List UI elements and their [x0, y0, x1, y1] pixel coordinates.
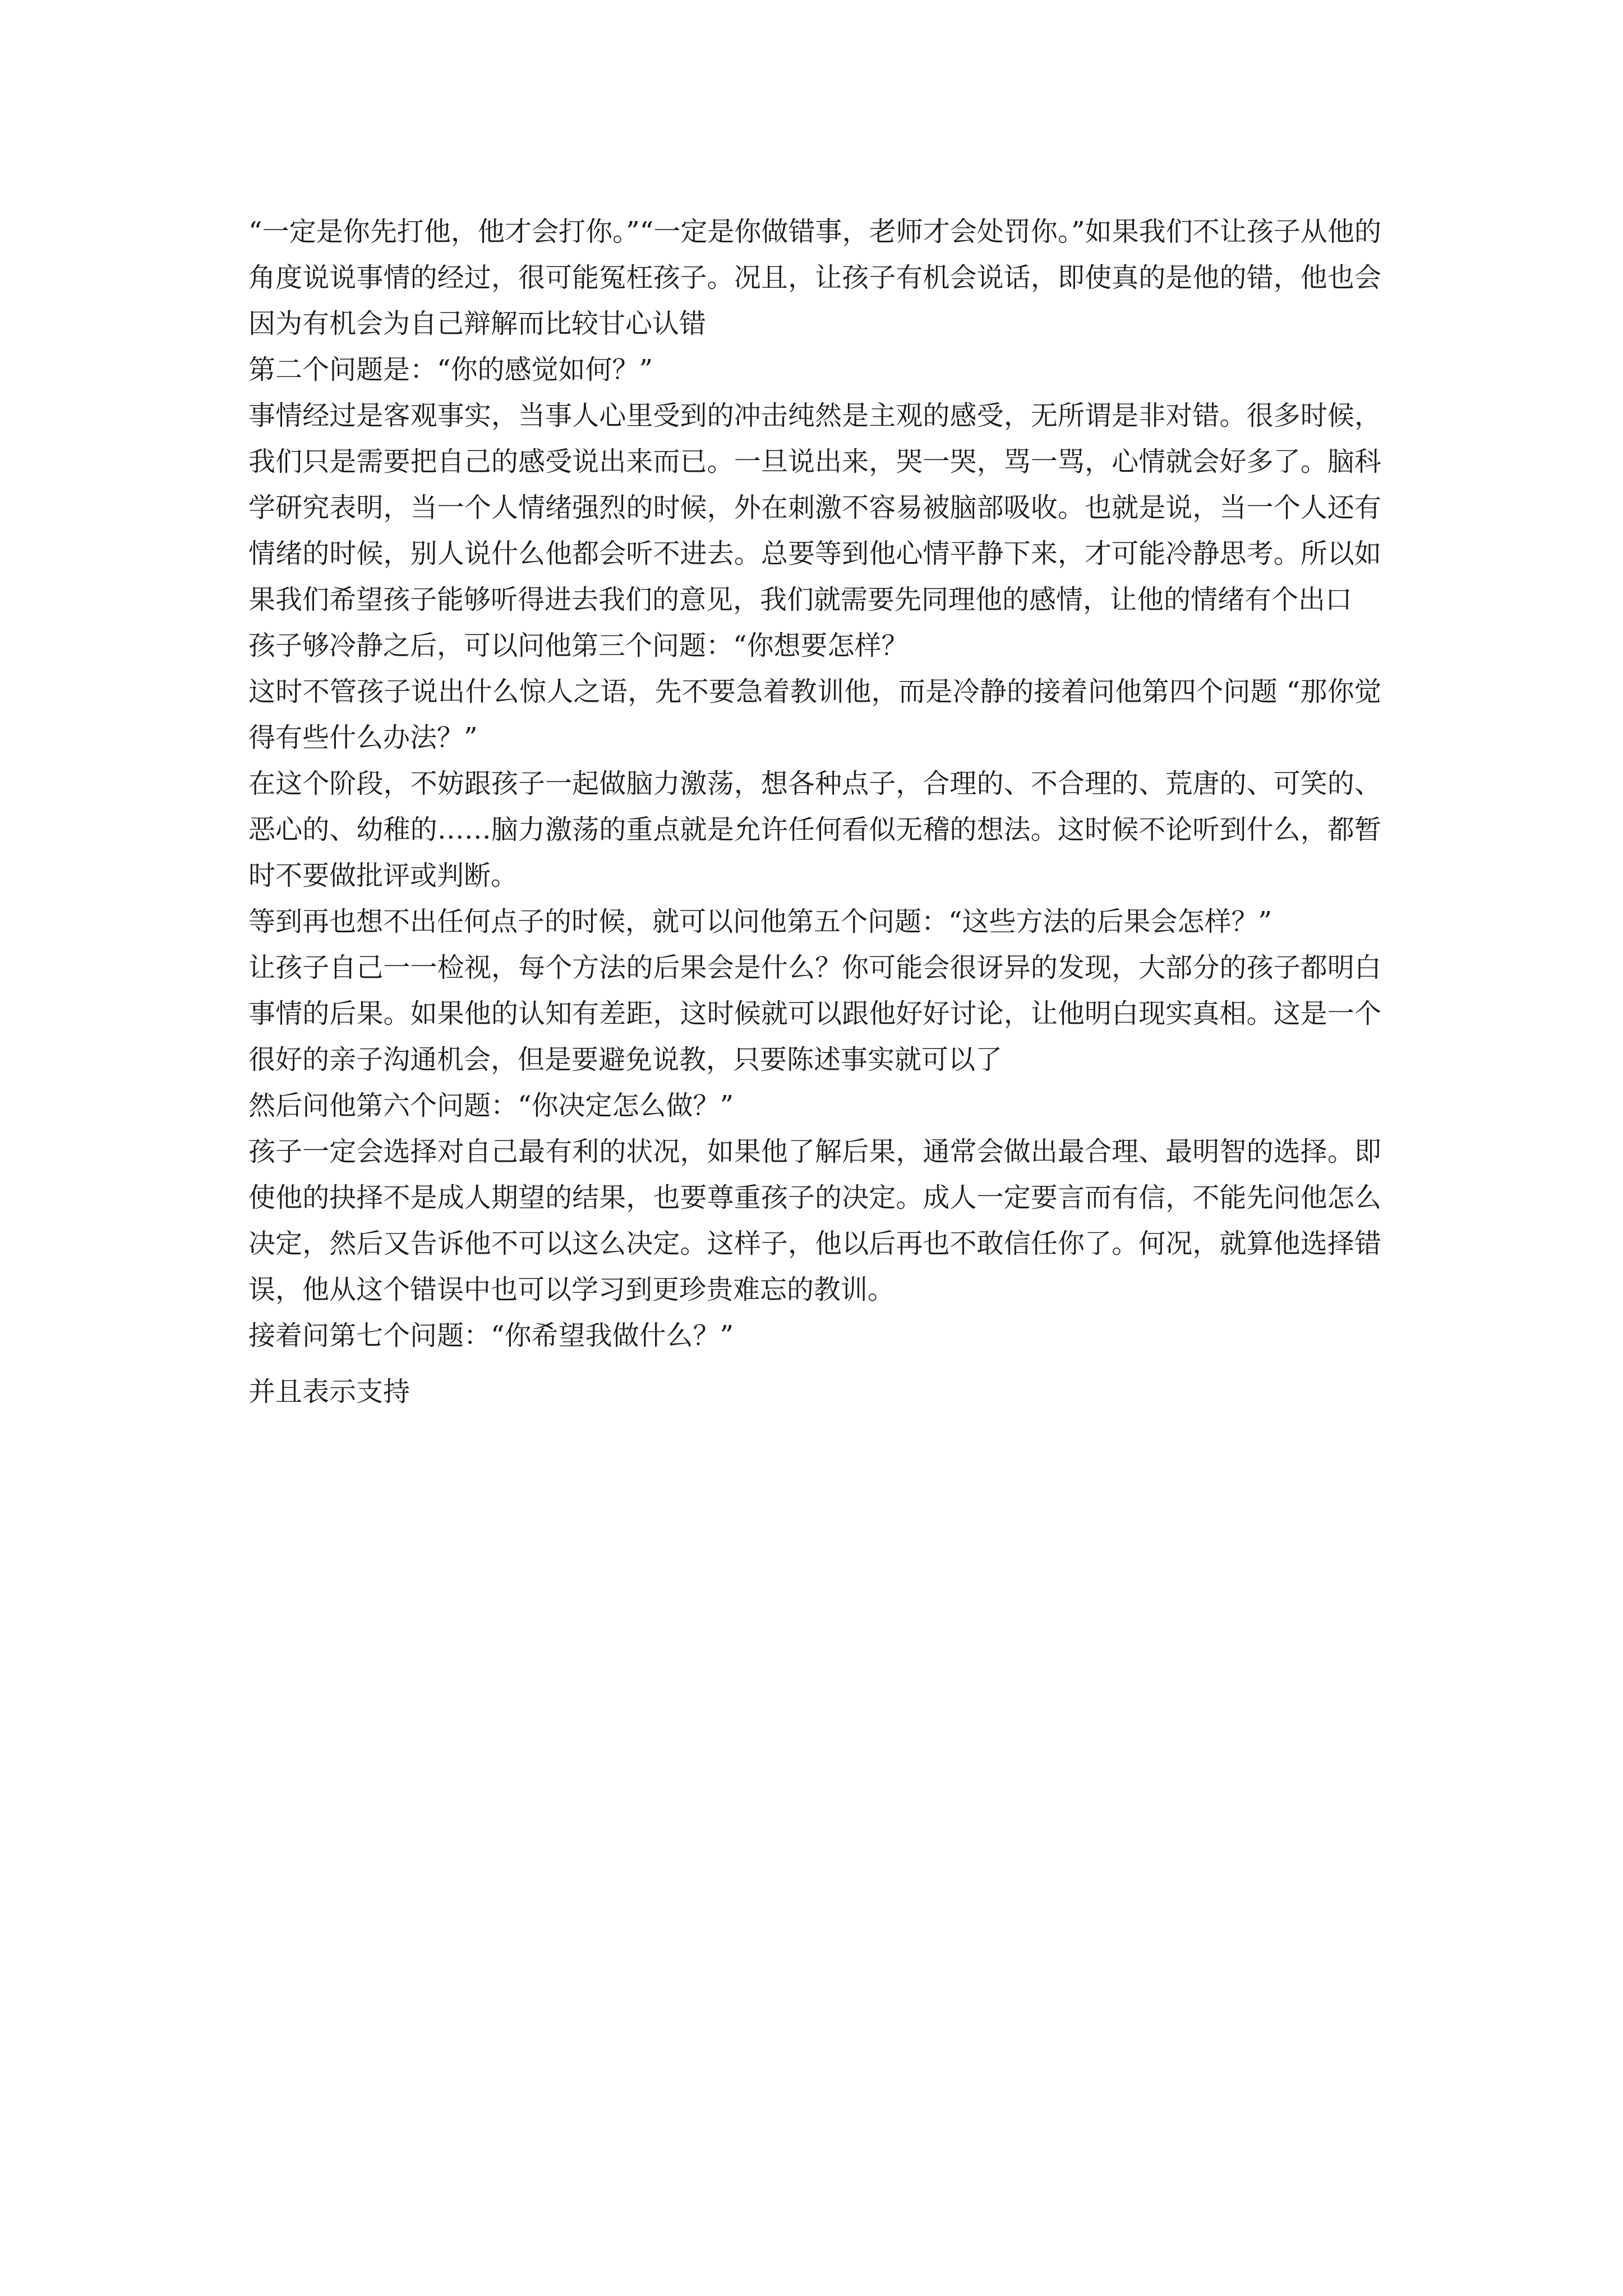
document-body — [248, 209, 1381, 1415]
paragraph-3: 这时不管孩子说出什么惊人之语，先不要急着教训他，而是冷静的接着问他第四个问题 “那你觉得有些什么办法？” — [248, 676, 1381, 753]
question-7-heading: 接着问第七个问题：“你希望我做什么？” — [248, 1320, 734, 1351]
question-3-heading: 孩子够冷静之后，可以问他第三个问题：“你想要怎样？ — [248, 630, 909, 661]
paragraph-6: 孩子一定会选择对自己最有利的状况，如果他了解后果，通常会做出最合理、最明智的选择。即使他的抉择不是成人期望的结果，也要尊重孩子的决定。成人一定要言而有信，不能先问他怎么决定，然后又告诉他不可以这么决定。这样子，他以后再也不敢信任你了。何况，就算他选择错误，他从这个错误中也可以学习到更珍贵难忘的教训。 — [248, 1136, 1381, 1305]
paragraph-5: 让孩子自己一一检视，每个方法的后果会是什么？你可能会很讶异的发现，大部分的孩子都明白事情的后果。如果他的认知有差距，这时候就可以跟他好好讨论，让他明白现实真相。这是一个很好的亲子沟通机会，但是要避免说教，只要陈述事实就可以了 — [248, 952, 1381, 1075]
question-5-heading: 等到再也想不出任何点子的时候，就可以问他第五个问题：“这些方法的后果会怎样？” — [248, 906, 1272, 937]
question-2-heading: 第二个问题是：“你的感觉如何？” — [248, 354, 653, 385]
question-6-heading: 然后问他第六个问题：“你决定怎么做？” — [248, 1090, 734, 1121]
paragraph-1: “一定是你先打他，他才会打你。”“一定是你做错事，老师才会处罚你。”如果我们不让孩子从他的角度说说事情的经过，很可能冤枉孩子。况且，让孩子有机会说话，即使真的是他的错，他也会因为有机会为自己辩解而比较甘心认错 — [248, 216, 1381, 339]
paragraph-7: 并且表示支持 — [248, 1376, 411, 1407]
paragraph-4: 在这个阶段，不妨跟孩子一起做脑力激荡，想各种点子，合理的、不合理的、荒唐的、可笑的、恶心的、幼稚的……脑力激荡的重点就是允许任何看似无稽的想法。这时候不论听到什么，都暂时不要做批评或判断。 — [248, 768, 1381, 891]
paragraph-2: 事情经过是客观事实，当事人心里受到的冲击纯然是主观的感受，无所谓是非对错。很多时候，我们只是需要把自己的感受说出来而已。一旦说出来，哭一哭，骂一骂，心情就会好多了。脑科学研究表明，当一个人情绪强烈的时候，外在刺激不容易被脑部吸收。也就是说，当一个人还有情绪的时候，别人说什么他都会听不进去。总要等到他心情平静下来，才可能冷静思考。所以如果我们希望孩子能够听得进去我们的意见，我们就需要先同理他的感情，让他的情绪有个出口 — [248, 400, 1381, 615]
